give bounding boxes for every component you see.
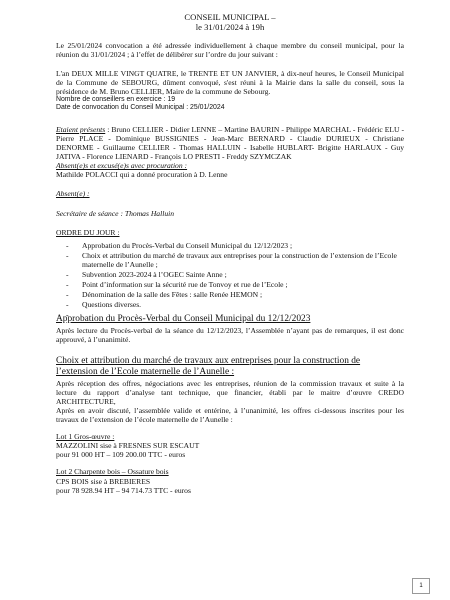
lot-2 <box>56 467 404 494</box>
section2-title: Choix et attribution du marché de travaux aux entreprises pour la construction de l’extension de l’Ecole maternelle de l’Aunelle : <box>56 355 361 378</box>
lot-amount: pour 78 928.94 HT – 94 714.73 TTC - euros <box>56 485 191 495</box>
lot-1 <box>56 432 404 459</box>
convocation-date: Date de convocation du Conseil Municipal : 25/01/2024 <box>56 104 225 112</box>
agenda-item: - Point d’information sur la sécurité rue de Tonvoy et rue de l’Ecole ; <box>66 280 404 289</box>
agenda-item: - Questions diverses. <box>66 300 404 309</box>
agenda-item: - Choix et attribution du marché de travaux aux entreprises pour la construction de l’extension de l’Ecole maternelle de l’Aunelle ; <box>66 251 404 269</box>
present-label: Etaient présents <box>56 124 106 134</box>
lot-title: Lot 1 Gros-œuvre : <box>56 432 115 442</box>
header-date: le 31/01/2024 à 19h <box>195 22 265 33</box>
agenda-heading: ORDRE DU JOUR : <box>56 227 120 237</box>
lot-amount: pour 91 000 HT – 109 200.00 TTC - euros <box>56 450 186 460</box>
excused-label: Absent(e)s et excusé(e)s avec procuration : <box>56 161 188 171</box>
section1-title: Approbation du Procès-Verbal du Conseil Municipal du 12/12/2023 <box>56 314 311 325</box>
meeting-paragraph: L'an DEUX MILLE VINGT QUATRE, le TRENTE ET UN JANVIER, à dix-neuf heures, le Conseil Municipal de la Commune de SEBOURG, dûment convoqué, s'est réuni à la Mairie dans la salle du conseil, sous la présidence de M. Bruno CELLIER, Maire de la commune de Sebourg. <box>56 68 404 97</box>
absent-label: Absent(e) : <box>56 189 90 199</box>
document-header <box>56 12 404 33</box>
agenda-item: - Subvention 2023-2024 à l’OGEC Sainte Anne ; <box>66 270 404 279</box>
section2-body1: Après réception des offres, négociations avec les entreprises, réunion de la commission travaux et suite à la lecture du rapport d’analyse tant technique, que financier, établi par le maitre d’œuvre CREDO ARCHITECTURE, <box>56 378 404 406</box>
members-count: Nombre de conseillers en exercice : 19 <box>56 96 176 104</box>
page-number: 1 <box>412 578 430 594</box>
secretary-line: Secrétaire de séance : Thomas Halluin <box>56 208 175 218</box>
agenda-item: - Approbation du Procès-Verbal du Conseil Municipal du 12/12/2023 ; <box>66 241 404 250</box>
agenda-list <box>56 241 404 310</box>
section2-body2: Après en avoir discuté, l’assemblée valide et entérine, à l’unanimité, les offres ci-dessous inscrites pour les travaux de l’extension de l’école maternelle de l’Aunelle : <box>56 405 404 424</box>
lot-company: MAZZOLINI sise à FRESNES SUR ESCAUT <box>56 441 200 451</box>
excused-text: Mathilde POLACCI qui a donné procuration à D. Lenne <box>56 170 228 180</box>
agenda-item: - Dénomination de la salle des Fêtes : salle Renée HEMON ; <box>66 290 404 299</box>
present-list: : Bruno CELLIER - Didier LENNE – Martine BAURIN - Philippe MARCHAL - Frédéric ELU - Pierre PLACE - Dominique BUSSIGNIES - Jean-Marc BERNARD - Claudie DURIEUX - Christiane DENORME - Guillaume CELLIER - Thomas HALLUIN - Isabelle HUBLART- Brigitte HARLAUX - Guy JATIVA - Florence LIENARD - François LO PRESTI - Freddy SZYMCZAK <box>56 124 405 162</box>
lot-title: Lot 2 Charpente bois – Ossature bois <box>56 467 169 477</box>
header-title: CONSEIL MUNICIPAL – <box>184 12 276 22</box>
lot-company: CPS BOIS sise à BREBIERES <box>56 476 151 486</box>
section1-body: Après lecture du Procès-verbal de la séance du 12/12/2023, l’Assemblée n’ayant pas de remarques, il est donc approuvé, à l’unanimité. <box>56 325 404 344</box>
intro-paragraph: Le 25/01/2024 convocation a été adressée individuellement à chaque membre du conseil municipal, pour la réunion du 31/01/2024 ; à l’effet de délibérer sur l’ordre du jour suivant : <box>56 40 404 59</box>
present-paragraph <box>56 125 404 161</box>
